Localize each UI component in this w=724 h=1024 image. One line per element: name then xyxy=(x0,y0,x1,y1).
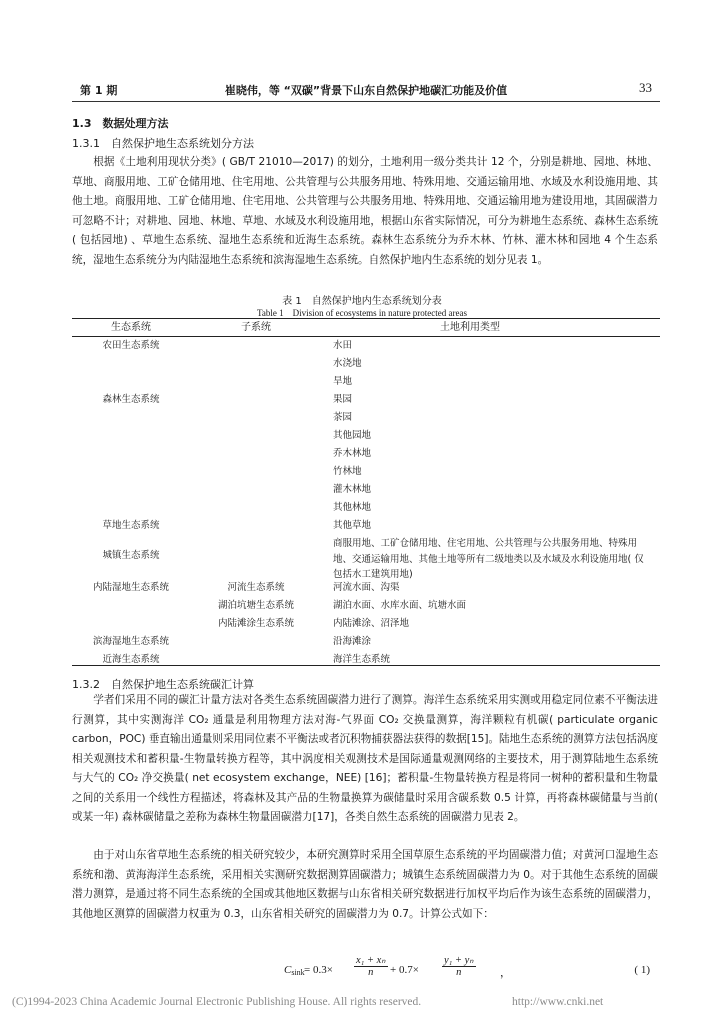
header-rule xyxy=(72,101,660,102)
table-top-rule xyxy=(72,318,660,319)
table-cell-landuse: 水浇地 xyxy=(333,358,362,369)
equation-1 xyxy=(72,954,658,990)
fraction-x: $\frac{\text{x₁ + xₙ}}{n}$ xyxy=(356,955,386,978)
table-bottom-rule xyxy=(72,665,660,666)
table-cell-landuse: 果园 xyxy=(333,394,353,405)
table-cell-ecosystem: 草地生态系统 xyxy=(102,520,160,531)
table-cell-landuse: 其他园地 xyxy=(333,430,372,441)
table-header-rule xyxy=(72,336,660,337)
copyright-footer xyxy=(12,996,712,1008)
table-cell-landuse: 商服用地、工矿仓储用地、住宅用地、公共管理与公共服务用地、特殊用地、交通运输用地、其他土地等所有二级地类以及水域及水利设施用地( 仅包括水工建筑用地) xyxy=(333,538,644,580)
table-cell-ecosystem: 滨海湿地生态系统 xyxy=(92,636,169,647)
table-cell-landuse: 其他林地 xyxy=(333,502,372,513)
table-cell-ecosystem: 内陆湿地生态系统 xyxy=(92,582,169,593)
equation-term-2: + 0.7× xyxy=(390,964,419,976)
section-heading-1-3-1: 1.3.1 自然保护地生态系统划分方法 xyxy=(72,137,254,150)
section-heading-1-3-2: 1.3.2 自然保护地生态系统碳汇计算 xyxy=(72,678,254,691)
section-heading-1-3: 1.3 数据处理方法 xyxy=(72,117,169,130)
running-header xyxy=(80,82,652,98)
table-cell-landuse: 沿海滩涂 xyxy=(333,636,372,647)
table-cell-landuse: 茶园 xyxy=(333,412,353,423)
issue-number: 第 1 期 xyxy=(80,84,118,97)
table-header-subsystem: 子系统 xyxy=(241,322,271,333)
table-caption-cn: 表 1 自然保护地内生态系统划分表 xyxy=(282,296,442,307)
equation-comma: ， xyxy=(500,967,511,979)
table-header-landuse: 土地利用类型 xyxy=(440,322,500,333)
equation-term-1: = 0.3× xyxy=(304,964,333,976)
table-cell-landuse: 河流水面、沟渠 xyxy=(333,582,400,593)
table-cell-landuse: 其他草地 xyxy=(333,520,372,531)
equation-lhs: $C_{sink}$ xyxy=(284,964,305,977)
table-cell-landuse: 旱地 xyxy=(333,376,353,387)
table-cell-subsystem: 内陆滩涂生态系统 xyxy=(217,618,294,629)
table-cell-landuse: 竹林地 xyxy=(333,466,362,477)
table-cell-ecosystem: 农田生态系统 xyxy=(102,340,160,351)
table-cell-landuse: 海洋生态系统 xyxy=(333,654,391,665)
table-cell-subsystem: 湖泊坑塘生态系统 xyxy=(217,600,294,611)
table-cell-ecosystem: 森林生态系统 xyxy=(102,394,160,405)
page-number: 33 xyxy=(639,80,652,95)
table-header-ecosystem: 生态系统 xyxy=(111,322,151,333)
copyright-text: (C)1994-2023 China Academic Journal Electronic Publishing House. All rights reserved. xyxy=(12,996,422,1008)
table-cell-ecosystem: 城镇生态系统 xyxy=(102,550,160,561)
table-cell-landuse: 灌木林地 xyxy=(333,484,372,495)
footer-url[interactable]: http://www.cnki.net xyxy=(512,996,604,1008)
running-title: 崔晓伟，等 “双碳”背景下山东自然保护地碳汇功能及价值 xyxy=(224,84,508,97)
fraction-y: $\frac{\text{y₁ + yₙ}}{n}$ xyxy=(444,955,474,978)
table-cell-landuse: 水田 xyxy=(333,340,353,351)
paragraph-2: 学者们采用不同的碳汇计量方法对各类生态系统固碳潜力进行了测算。海洋生态系统采用实测或用稳定同位素不平衡法进行测算，其中实测海洋 CO₂ 通量是利用物理方法对海-气界面 CO₂ 交换量测算，海洋颗粒有机碳( particulate organic carbon，POC) 垂直输出通量则采用同位素不平衡法或者沉积物捕获器法获得的数据[15]。陆地生态系统的测算方法包括涡度相关观测技术和蓄积量-生物量转换方程等，其中涡度相关观测技术是国际通量观测网络的主要技术，用于测算陆地生态系统与大气的 CO₂ 净交换量( net ecosystem exchange，NEE) [16]；蓄积量-生物量转换方程是将同一树种的蓄积量和生物量之间的关系用一个线性方程描述，将森林及其产品的生物量换算为碳储量时采用含碳系数 0.5 计算，再将森林碳储量与当前( 或某一年) 森林碳储量之差称为森林生物量固碳潜力[17]，各类自然生态系统的固碳潜力见表 2。 xyxy=(72,694,658,823)
table-caption-en: Table 1 Division of ecosystems in nature protected areas xyxy=(256,308,468,318)
table-cell-landuse: 内陆滩涂、沼泽地 xyxy=(333,618,410,629)
paragraph-1: 根据《土地利用现状分类》( GB/T 21010—2017) 的划分，土地利用一级分类共计 12 个，分别是耕地、园地、林地、草地、商服用地、工矿仓储用地、住宅用地、公共管理与公共服务用地、特殊用地、交通运输用地、水域及水利设施用地、其他土地。商服用地、工矿仓储用地、住宅用地、公共管理与公共服务用地、特殊用地、交通运输用地为建设用地，其固碳潜力可忽略不计；对耕地、园地、林地、草地、水域及水利设施用地，根据山东省实际情况，可分为耕地生态系统、森林生态系统( 包括园地) 、草地生态系统、湿地生态系统和近海生态系统。森林生态系统分为乔木林、竹林、灌木林和园地 4 个生态系统，湿地生态系统分为内陆湿地生态系统和滨海湿地生态系统。自然保护地内生态系统的划分见表 1。 xyxy=(72,156,658,266)
paragraph-3: 由于对山东省草地生态系统的相关研究较少，本研究测算时采用全国草原生态系统的平均固碳潜力值；对黄河口湿地生态系统和渤、黄海海洋生态系统，采用相关实测研究数据测算固碳潜力；城镇生态系统固碳潜力为 0。对于其他生态系统的固碳潜力测算，是通过将不同生态系统的全国或其他地区数据与山东省相关研究数据进行加权平均后作为该生态系统的固碳潜力，其他地区测算的固碳潜力权重为 0.3，山东省相关研究的固碳潜力为 0.7。计算公式如下： xyxy=(72,849,658,920)
table-cell-landuse: 乔木林地 xyxy=(333,448,372,459)
table-cell-ecosystem: 近海生态系统 xyxy=(102,654,160,665)
table-cell-landuse: 湖泊水面、水库水面、坑塘水面 xyxy=(333,600,467,611)
table-cell-subsystem: 河流生态系统 xyxy=(227,582,285,593)
equation-number: ( 1) xyxy=(634,964,650,976)
